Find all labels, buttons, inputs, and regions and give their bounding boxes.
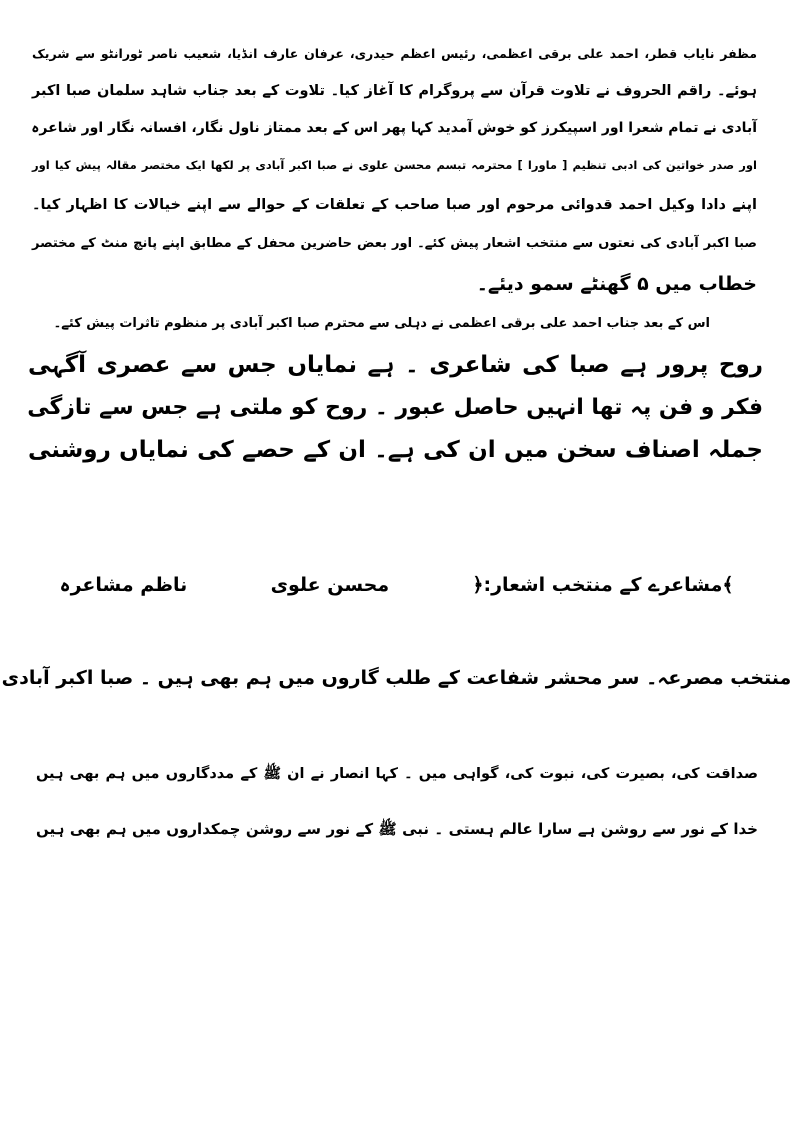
paragraph-line: اور صدر خواتین کی ادبی تنظیم [ ماورا ] محترمہ تبسم محسن علوی نے صبا اکبر آبادی پر لکھا ایک مختصر مقالہ پیش کیا اور [32, 158, 757, 172]
verse-line: خدا کے نور سے روشن ہے سارا عالم ہستی ۔ نبی ﷺ کے نور سے روشن چمکداروں میں ہم بھی ہیں [36, 820, 758, 838]
host-name: محسن علوی [270, 574, 390, 596]
paragraph-line: ہوئے۔ راقم الحروف نے تلاوت قرآن سے پروگرام کا آغاز کیا۔ تلاوت کے بعد جناب شاہد سلمان صبا اکبر [32, 83, 757, 99]
paragraph-line: صبا اکبر آبادی کی نعتوں سے منتخب اشعار پیش کئے۔ اور بعض حاضرین محفل کے مطابق اپنے پانچ منٹ کے مختصر [32, 236, 757, 251]
host-role: ناظم مشاعرہ [59, 574, 188, 596]
paragraph-line: آبادی نے تمام شعرا اور اسپیکرز کو خوش آمدید کہا پھر اس کے بعد ممتاز ناول نگار، افسانہ نگار اور شاعرہ [31, 120, 757, 136]
paragraph-line: مظفر نایاب قطر، احمد علی برقی اعظمی، رئیس اعظم حیدری، عرفان عارف انڈیا، شعیب ناصر ٹورانٹو سے شریک [32, 46, 757, 61]
section-heading [0, 574, 793, 596]
verse-line: صداقت کی، بصیرت کی، نبوت کی، گواہی میں ۔ کہا انصار نے ان ﷺ کے مددگاروں میں ہم بھی ہیں [36, 766, 758, 782]
poem-line: جملہ اصناف سخن میں ان کی ہے۔ ان کے حصے کی نمایاں روشنی [28, 437, 763, 463]
poem-line: فکر و فن پہ تھا انہیں حاصل عبور ۔ روح کو ملتی ہے جس سے تازگی [27, 395, 763, 420]
paragraph-line: اپنے دادا وکیل احمد قدوائی مرحوم اور صبا صاحب کے تعلقات کے حوالے سے اپنے خیالات کا اظہار کیا۔ [32, 197, 757, 213]
paragraph-line: اس کے بعد جناب احمد علی برقی اعظمی نے دہلی سے محترم صبا اکبر آبادی پر منظوم تاثرات پیش کئے۔ [53, 316, 710, 331]
poem-line: روح پرور ہے صبا کی شاعری ۔ ہے نمایاں جس سے عصری آگہی [28, 352, 763, 378]
paragraph-line: خطاب میں ۵ گھنٹے سمو دیئے۔ [476, 273, 757, 295]
selected-misra: منتخب مصرعہ۔ سر محشر شفاعت کے طلب گاروں میں ہم بھی ہیں ۔ صبا اکبر آبادی [1, 667, 792, 689]
section-heading-label: ﴾مشاعرے کے منتخب اشعار:﴿ [472, 574, 734, 596]
